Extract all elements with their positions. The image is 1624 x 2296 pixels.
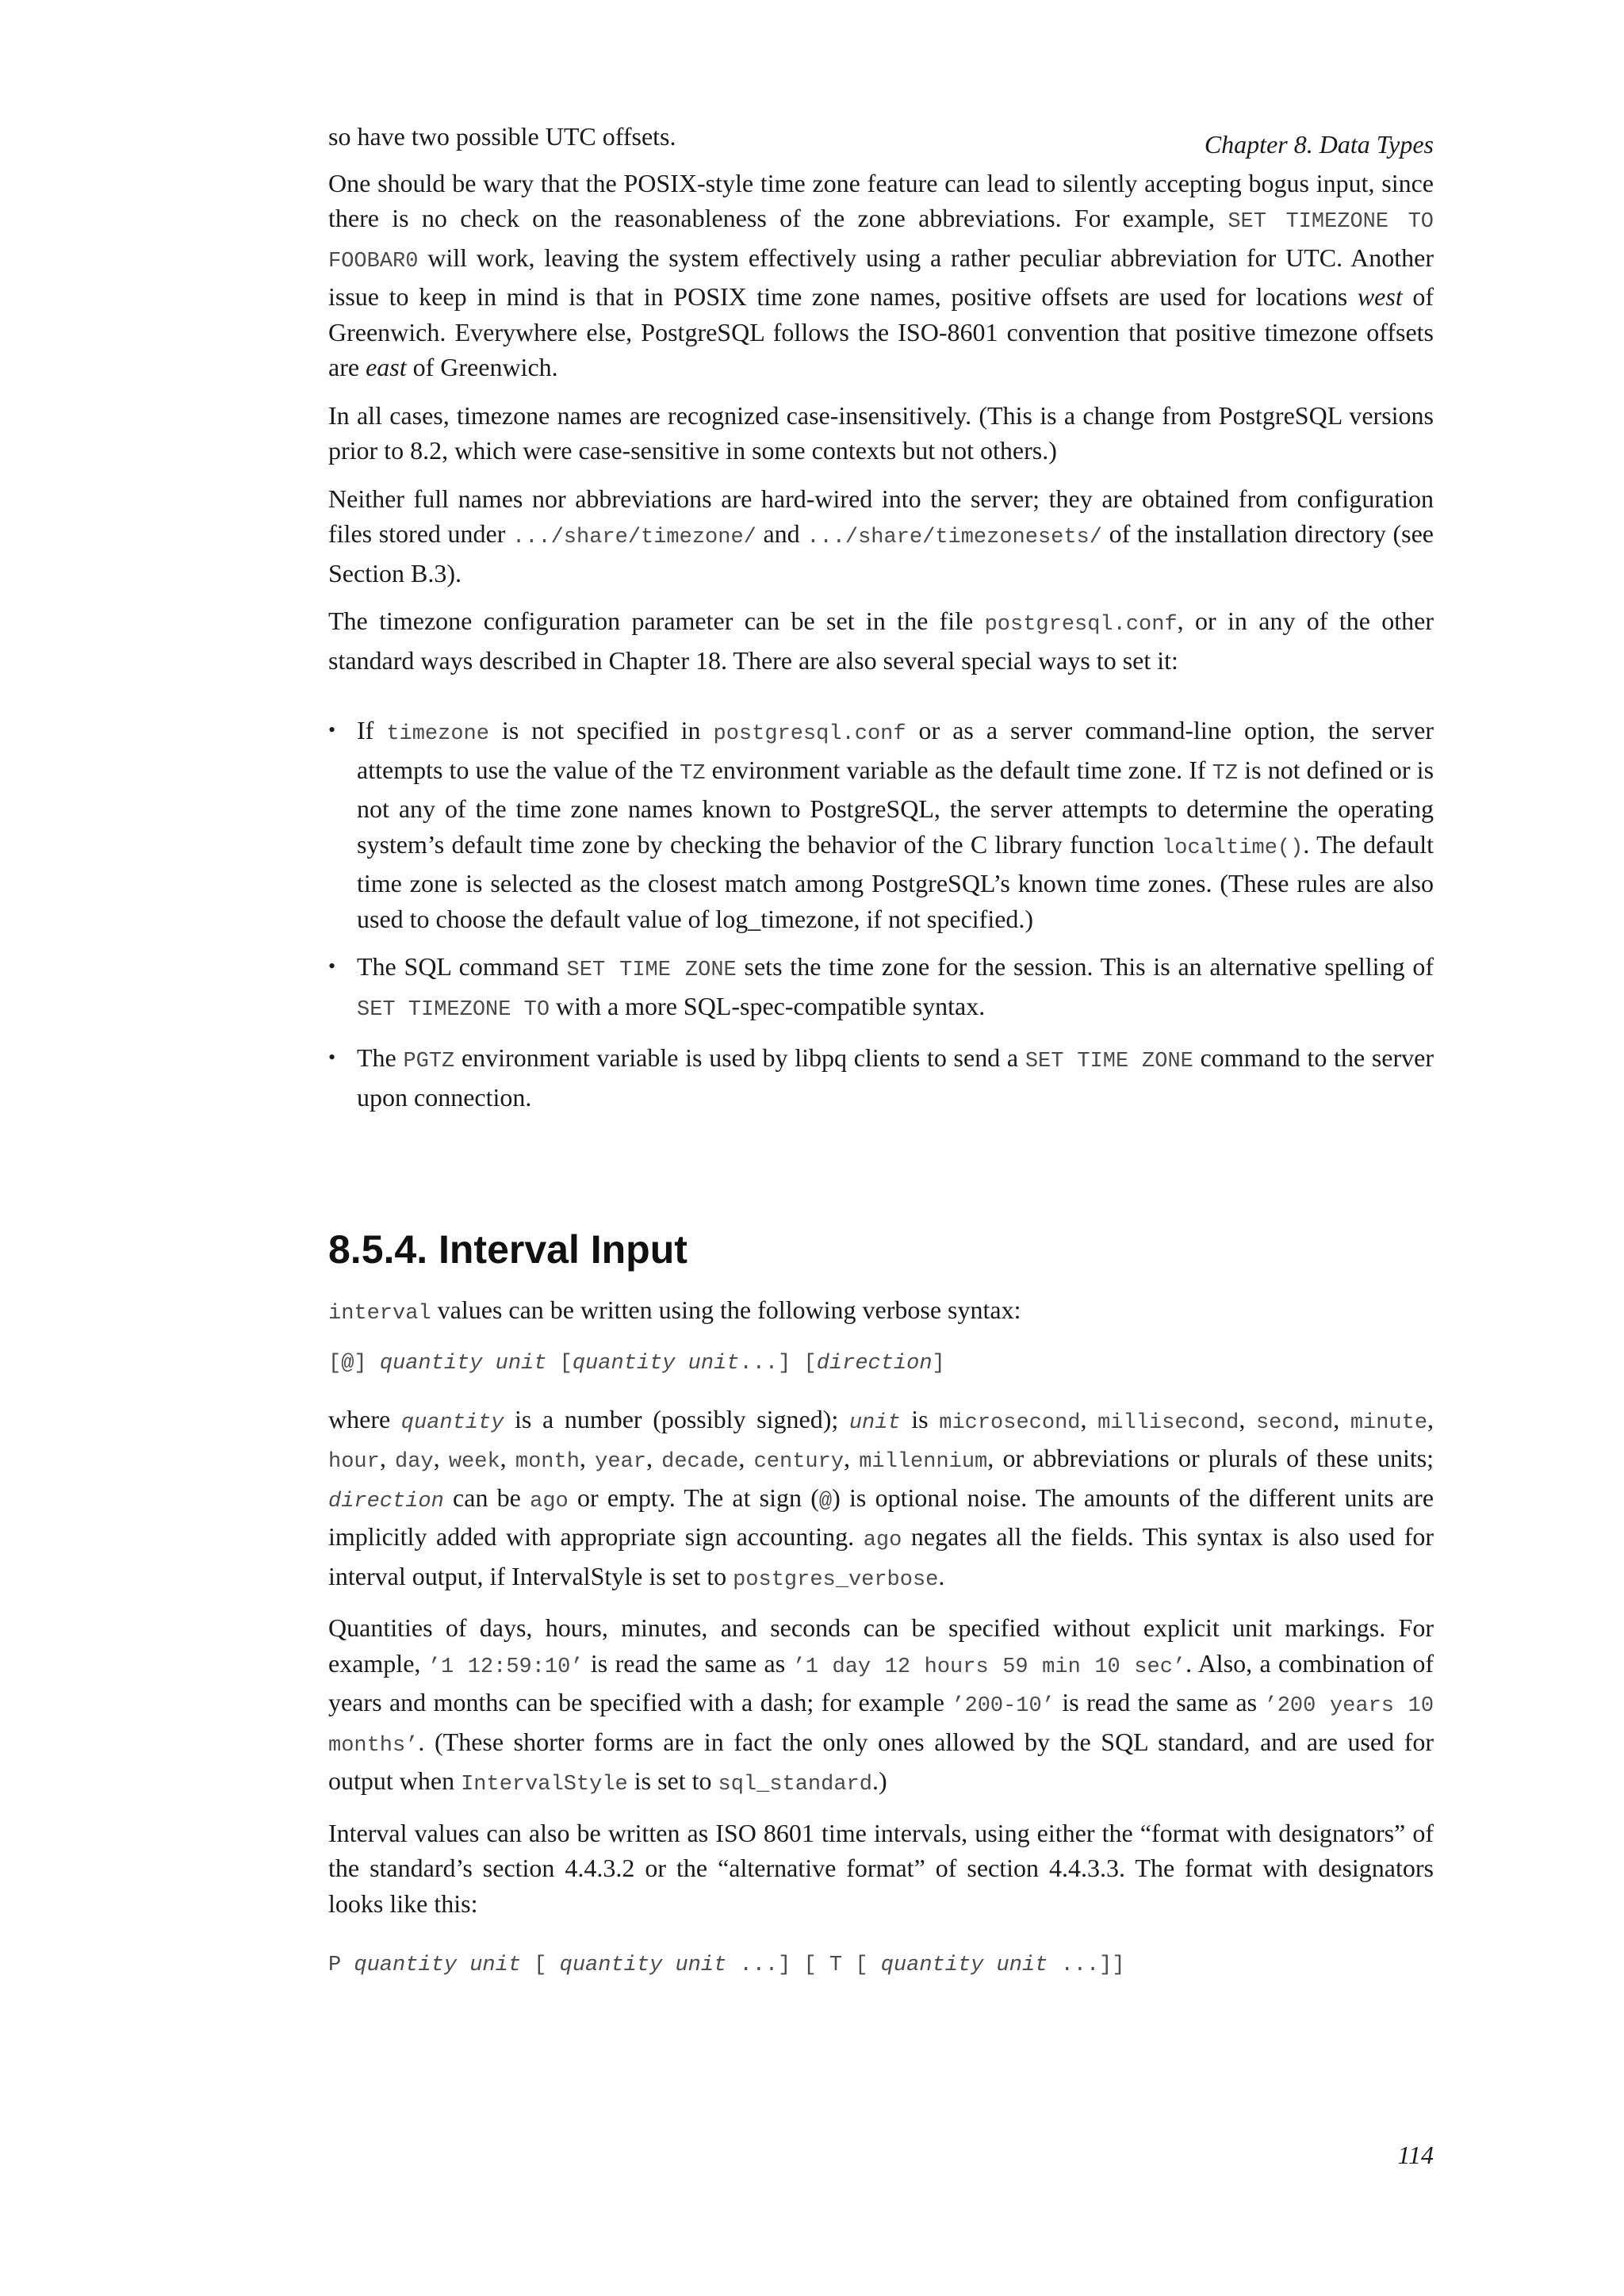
code-run: [ bbox=[546, 1351, 573, 1376]
emphasis: west bbox=[1357, 282, 1403, 311]
code-run: ...]] bbox=[1048, 1954, 1125, 1977]
text-run: command to the server upon connection. bbox=[357, 1043, 1434, 1112]
inline-code: day bbox=[395, 1450, 434, 1474]
text-run: is not defined or is not any of the time zone names known to PostgreSQL, the server attempts to determine the operating system’s default time zone by checking the behavior of the C library function bbox=[357, 755, 1434, 859]
text-run: , or abbreviations or plurals of these units; bbox=[987, 1444, 1434, 1472]
inline-code: ’1 12:59:10’ bbox=[427, 1655, 584, 1679]
inline-code: decade bbox=[661, 1450, 739, 1474]
text-run: , bbox=[579, 1444, 596, 1472]
inline-code: SET TIMEZONE TO FOOBAR0 bbox=[328, 210, 1434, 274]
paragraph-text: Interval values can also be written as ISO 8601 time intervals, using either the “format with designators” of the standard’s section 4.4.3.2 or the “alternative format” of section 4.4.3.3. The format with designators looks like this: bbox=[328, 1818, 1434, 1918]
paragraph-shorthand bbox=[328, 1610, 1434, 1803]
inline-code: postgres_verbose bbox=[733, 1567, 939, 1592]
text-run: will work, leaving the system effectively using a rather peculiar abbreviation for UTC. Another issue to keep in mind is that in POSIX time zone names, positive offsets are used for locations bbox=[328, 243, 1434, 311]
text-run: is not specified in bbox=[488, 716, 714, 744]
text-run: or empty. The at sign ( bbox=[568, 1483, 819, 1512]
inline-code: IntervalStyle bbox=[461, 1773, 628, 1797]
paragraph-case-insensitive bbox=[328, 398, 1434, 469]
inline-code: PGTZ bbox=[403, 1050, 455, 1073]
code-run: [ bbox=[521, 1954, 560, 1977]
code-placeholder: quantity unit bbox=[379, 1351, 547, 1376]
text-run: , bbox=[1427, 1404, 1434, 1433]
text-run: of Greenwich. Everywhere else, PostgreSQL follows the ISO-8601 convention that positive timezone offsets are bbox=[328, 282, 1434, 381]
text-run: and bbox=[756, 519, 807, 548]
emphasis: east bbox=[366, 353, 407, 381]
paragraph-config-files bbox=[328, 481, 1434, 591]
inline-code: ago bbox=[863, 1529, 902, 1552]
inline-code: .../share/timezone/ bbox=[512, 526, 756, 549]
text-run: can be bbox=[443, 1483, 530, 1512]
inline-code: interval bbox=[328, 1302, 431, 1326]
inline-code: TZ bbox=[1212, 761, 1239, 786]
text-run: , bbox=[500, 1444, 515, 1472]
text-run: . The default time zone is selected as the closest match among PostgreSQL’s known time zones. (These rules are also used to choose the default value of log_timezone, if not specified.) bbox=[357, 829, 1434, 933]
text-run: , bbox=[1080, 1404, 1098, 1433]
text-run: , bbox=[379, 1444, 396, 1472]
inline-code: TZ bbox=[680, 761, 706, 786]
text-run: ) is optional noise. The amounts of the different units are implicitly added with appropriate sign accounting. bbox=[328, 1483, 1434, 1551]
text-run: . (These shorter forms are in fact the only ones allowed by the SQL standard, and are used for output when bbox=[328, 1727, 1434, 1795]
inline-code: millisecond bbox=[1097, 1410, 1239, 1435]
code-run: P bbox=[328, 1954, 354, 1977]
paragraph-text: so have two possible UTC offsets. bbox=[328, 122, 676, 151]
inline-code-italic: unit bbox=[848, 1410, 901, 1435]
inline-code: postgresql.conf bbox=[713, 722, 906, 746]
paragraph-text: In all cases, timezone names are recognized case-insensitively. (This is a change from PostgreSQL versions prior to 8.2, which were case-sensitive in some contexts but not others.) bbox=[328, 400, 1434, 465]
inline-code: second bbox=[1255, 1410, 1334, 1435]
text-run: , bbox=[1333, 1404, 1350, 1433]
bullet-icon: • bbox=[328, 955, 336, 978]
inline-code: millennium bbox=[859, 1450, 988, 1474]
inline-code: timezone bbox=[386, 722, 489, 746]
text-run: of Greenwich. bbox=[406, 353, 558, 381]
inline-code: ago bbox=[530, 1489, 569, 1513]
running-header: Chapter 8. Data Types bbox=[1204, 130, 1434, 159]
code-run: ...] [ bbox=[739, 1351, 817, 1376]
code-placeholder: quantity unit bbox=[572, 1351, 740, 1376]
text-run: The SQL command bbox=[357, 952, 567, 981]
inline-code: century bbox=[753, 1450, 845, 1474]
section-title: 8.5.4. Interval Input bbox=[328, 1227, 688, 1272]
code-placeholder: quantity unit bbox=[880, 1954, 1048, 1977]
inline-code: .../share/timezonesets/ bbox=[806, 526, 1102, 549]
text-run: is a number (possibly signed); bbox=[504, 1404, 849, 1433]
inline-code: postgresql.conf bbox=[984, 613, 1178, 637]
text-run: negates all the fields. This syntax is also used for interval output, if IntervalStyle is set to bbox=[328, 1522, 1434, 1590]
inline-code: ’200 years 10 months’ bbox=[328, 1694, 1434, 1758]
text-run: sets the time zone for the session. This is an alternative spelling of bbox=[736, 952, 1434, 981]
text-run: , bbox=[844, 1444, 860, 1472]
text-run: One should be wary that the POSIX-style time zone feature can lead to silently accepting bogus input, since there is no check on the reasonableness of the zone abbreviations. For example, bbox=[328, 168, 1434, 232]
text-run: values can be written using the following verbose syntax: bbox=[431, 1295, 1021, 1324]
code-block-iso8601-format bbox=[328, 1950, 1434, 1981]
list-item bbox=[328, 1040, 1434, 1115]
text-run: is read the same as bbox=[1054, 1688, 1265, 1716]
code-placeholder: direction bbox=[816, 1351, 933, 1376]
inline-code: SET TIME ZONE bbox=[566, 959, 737, 982]
text-run: with a more SQL-spec-compatible syntax. bbox=[550, 991, 986, 1020]
inline-code: year bbox=[595, 1450, 646, 1474]
inline-code: month bbox=[515, 1450, 580, 1474]
code-placeholder: quantity unit bbox=[559, 1954, 727, 1977]
paragraph-utc-offsets bbox=[328, 119, 1434, 155]
text-run: where bbox=[328, 1404, 401, 1433]
text-run: , bbox=[433, 1444, 449, 1472]
inline-code: minute bbox=[1350, 1410, 1428, 1435]
page-number: 114 bbox=[1397, 2141, 1434, 2169]
text-run: Neither full names nor abbreviations are hard-wired into the server; they are obtained from configuration files stored under bbox=[328, 484, 1434, 548]
code-placeholder: quantity unit bbox=[354, 1954, 522, 1977]
text-run: . Also, a combination of years and months can be specified with a dash; for example bbox=[328, 1648, 1434, 1716]
bullet-list bbox=[328, 713, 1434, 1115]
inline-code: hour bbox=[328, 1450, 380, 1474]
inline-code-italic: quantity bbox=[400, 1410, 504, 1435]
paragraph-units bbox=[328, 1402, 1434, 1598]
text-run: is bbox=[900, 1404, 940, 1433]
text-run: is read the same as bbox=[583, 1648, 793, 1678]
text-run: .) bbox=[871, 1766, 887, 1795]
text-run: , bbox=[645, 1444, 662, 1472]
inline-code-italic: direction bbox=[328, 1489, 444, 1513]
inline-code: ’200-10’ bbox=[952, 1694, 1055, 1718]
text-run: Quantities of days, hours, minutes, and seconds can be specified without explicit unit markings. For example, bbox=[328, 1613, 1434, 1678]
text-run: , bbox=[1239, 1404, 1256, 1433]
bullet-icon: • bbox=[328, 718, 336, 741]
inline-code: ’1 day 12 hours 59 min 10 sec’ bbox=[792, 1655, 1186, 1679]
text-run: If bbox=[357, 716, 387, 744]
text-run: . bbox=[938, 1561, 945, 1590]
list-item bbox=[328, 949, 1434, 1027]
page-body bbox=[328, 119, 1434, 2003]
text-run: The bbox=[357, 1043, 404, 1072]
inline-code: week bbox=[448, 1450, 500, 1474]
code-block-verbose-syntax bbox=[328, 1348, 1434, 1380]
inline-code: SET TIME ZONE bbox=[1025, 1050, 1193, 1073]
paragraph-posix-warning bbox=[328, 166, 1434, 385]
inline-code: SET TIMEZONE TO bbox=[357, 997, 550, 1022]
paragraph-iso8601 bbox=[328, 1816, 1434, 1922]
paragraph-interval-intro bbox=[328, 1292, 1434, 1332]
text-run: is set to bbox=[627, 1766, 718, 1795]
bullet-icon: • bbox=[328, 1046, 336, 1069]
text-run: or as a server command-line option, the server attempts to use the value of the bbox=[357, 716, 1434, 784]
inline-code: sql_standard bbox=[718, 1773, 872, 1797]
code-run: ...] [ T [ bbox=[726, 1954, 881, 1977]
text-run: , bbox=[738, 1444, 754, 1472]
text-run: of the installation directory (see Section B.3). bbox=[328, 519, 1434, 587]
text-run: environment variable as the default time zone. If bbox=[705, 755, 1212, 784]
inline-code: @ bbox=[818, 1489, 833, 1513]
text-run: The timezone configuration parameter can be set in the file bbox=[328, 607, 985, 635]
code-run: [@] bbox=[328, 1351, 380, 1376]
code-run: ] bbox=[932, 1351, 945, 1376]
text-run: , or in any of the other standard ways described in Chapter 18. There are also several special ways to set it: bbox=[328, 607, 1434, 675]
inline-code: localtime() bbox=[1162, 836, 1304, 860]
paragraph-timezone-config bbox=[328, 603, 1434, 678]
list-item bbox=[328, 713, 1434, 936]
text-run: environment variable is used by libpq clients to send a bbox=[454, 1043, 1025, 1072]
inline-code: microsecond bbox=[939, 1410, 1081, 1435]
